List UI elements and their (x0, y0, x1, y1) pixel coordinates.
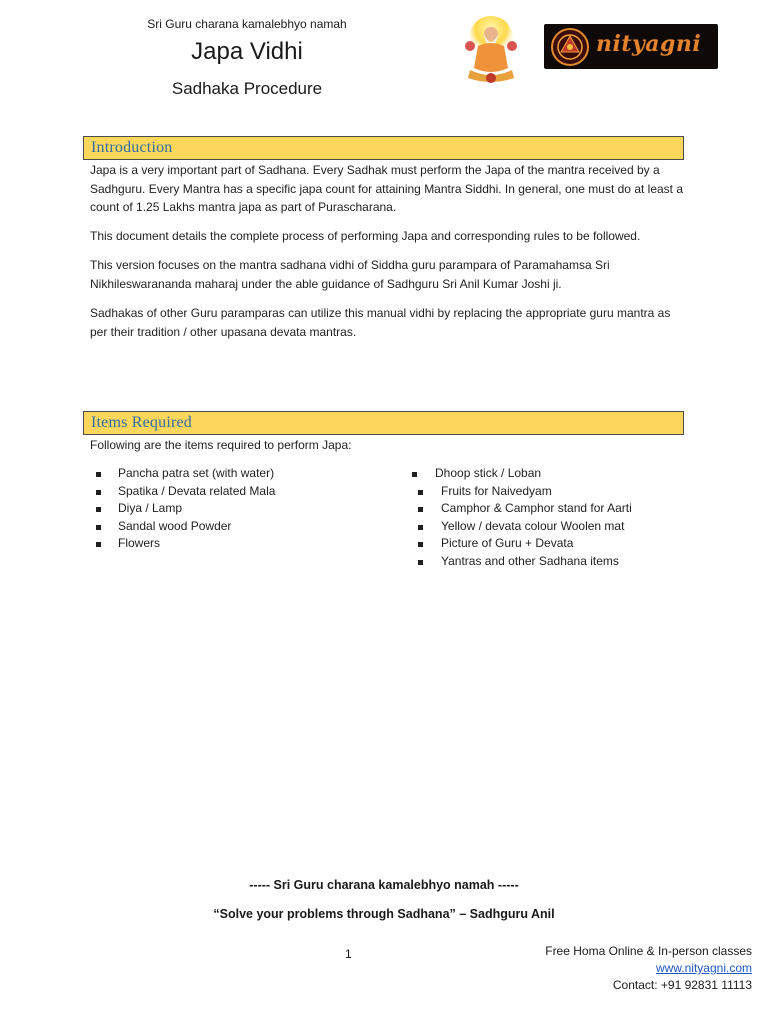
bullet-icon (418, 507, 423, 512)
intro-paragraph-4: Sadhakas of other Guru paramparas can utilize this manual vidhi by replacing the appropriate guru mantra as per their tradition / other upasana devata mantras. (90, 306, 671, 339)
classes-text: Free Homa Online & In-person classes (545, 944, 752, 958)
bullet-icon (418, 542, 423, 547)
bullet-icon (96, 490, 101, 495)
list-item: Fruits for Naivedyam (412, 483, 712, 501)
bullet-icon (412, 472, 417, 477)
bullet-icon (96, 472, 101, 477)
bullet-icon (96, 525, 101, 530)
intro-paragraph-1: Japa is a very important part of Sadhana. Every Sadhak must perform the Japa of the mantra received by a Sadhguru. Every Mantra has a specific japa count for attaining Mantra Siddhi. In general, one must do at least a count of 1.25 Lakhs mantra japa as part of Purascharana. (90, 163, 684, 214)
bullet-icon (96, 542, 101, 547)
introduction-heading: Introduction (91, 139, 173, 156)
list-item: Yantras and other Sadhana items (412, 553, 712, 571)
website-link[interactable]: www.nityagni.com (655, 961, 752, 975)
intro-paragraph-2: This document details the complete process of performing Japa and corresponding rules to be followed. (90, 229, 641, 243)
list-item: Picture of Guru + Devata (412, 535, 712, 553)
guru-portrait-image (458, 16, 524, 84)
page-subtitle: Sadhaka Procedure (171, 79, 323, 98)
bullet-icon (418, 560, 423, 565)
items-intro-text: Following are the items required to perform Japa: (90, 438, 352, 452)
list-item: Flowers (96, 535, 386, 553)
list-item: Dhoop stick / Loban (412, 465, 712, 483)
page-number: 1 (345, 947, 352, 961)
items-required-heading-bar (83, 411, 684, 435)
nityagni-logo (544, 24, 718, 69)
bullet-icon (418, 525, 423, 530)
contact-text: Contact: +91 92831 11113 (612, 978, 752, 992)
list-item: Pancha patra set (with water) (96, 465, 386, 483)
list-item: Diya / Lamp (96, 500, 386, 518)
list-item: Sandal wood Powder (96, 518, 386, 536)
footer-contact-block (545, 943, 752, 994)
logo-emblem-icon (550, 27, 590, 67)
intro-paragraph-3: This version focuses on the mantra sadhana vidhi of Siddha guru parampara of Paramahamsa Sri Nikhileswarananda maharaj under the able guidance of Sadhguru Sri Anil Kumar Joshi ji. (90, 258, 610, 291)
bullet-icon (96, 507, 101, 512)
items-list-right (412, 465, 712, 571)
page-title: Japa Vidhi (191, 38, 303, 65)
list-item: Yellow / devata colour Woolen mat (412, 518, 712, 536)
header-blessing: Sri Guru charana kamalebhyo namah (147, 17, 347, 31)
footer-quote: “Solve your problems through Sadhana” – Sadhguru Anil (213, 907, 555, 921)
list-item: Spatika / Devata related Mala (96, 483, 386, 501)
logo-text: nityagni (596, 31, 702, 57)
items-list-left (96, 465, 386, 553)
list-item: Camphor & Camphor stand for Aarti (412, 500, 712, 518)
items-required-heading: Items Required (91, 414, 192, 431)
introduction-heading-bar (83, 136, 684, 160)
bullet-icon (418, 490, 423, 495)
footer-blessing: ----- Sri Guru charana kamalebhyo namah ----- (249, 878, 519, 892)
